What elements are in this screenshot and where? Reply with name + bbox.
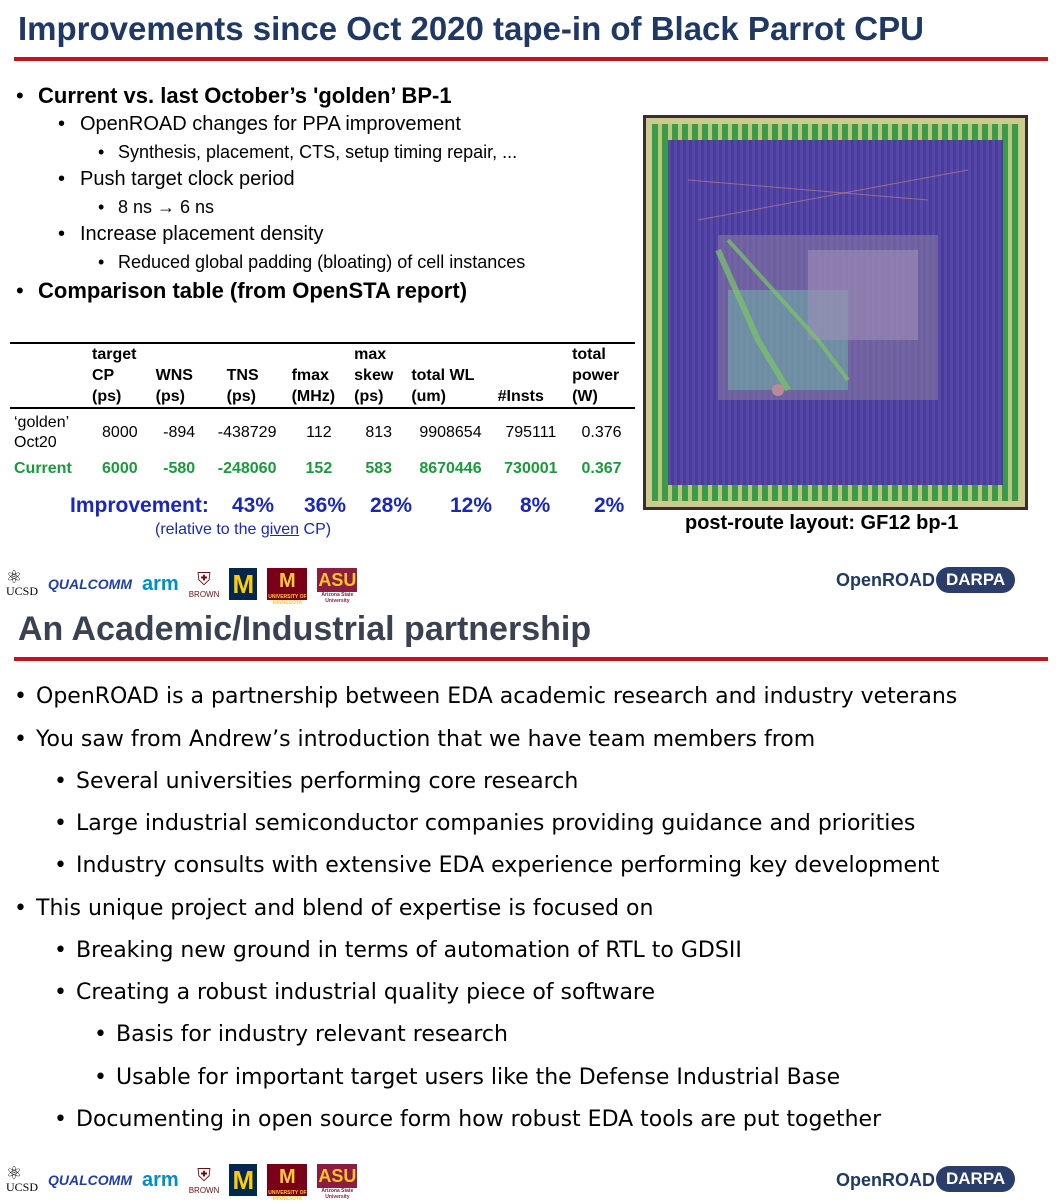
bullet-dot: • <box>14 684 27 709</box>
comparison-table-wrap <box>10 342 635 482</box>
comparison-table <box>10 344 635 482</box>
ucsd-logo: ⚛ UCSD <box>6 1163 39 1194</box>
slide1-partner-logos <box>6 564 357 604</box>
table-header-row <box>10 344 635 408</box>
bullet-text: 8 ns → 6 ns <box>118 197 215 217</box>
row-label: Current <box>14 460 72 477</box>
bullet-text: Increase placement density <box>80 223 324 245</box>
table-cell: 0.376 <box>581 423 622 441</box>
table-header-cell: #Insts <box>497 388 544 405</box>
placement-cluster-icon <box>668 140 1003 485</box>
bullet-text: Industry consults with extensive EDA experience performing key development <box>76 853 940 878</box>
table-cell: 730001 <box>504 460 558 477</box>
darpa-logo: DARPA <box>936 1166 1015 1192</box>
table-cell: -438729 <box>217 423 277 441</box>
table-cell: -580 <box>163 460 196 477</box>
bullet-dot: • <box>16 83 24 108</box>
arm-logo: arm <box>142 1168 179 1191</box>
asu-logo: ASU Arizona State University <box>318 1166 357 1200</box>
bullet-text: Documenting in open source form how robust EDA tools are put together <box>76 1107 882 1132</box>
bullet-universities <box>54 769 578 794</box>
bullet-text: Large industrial semiconductor companies providing guidance and priorities <box>76 811 916 836</box>
bullet-dot: • <box>94 1065 107 1090</box>
bullet-text: Breaking new ground in terms of automation of RTL to GDSII <box>76 938 742 963</box>
bullet-dot: • <box>54 1107 67 1132</box>
bullet-text: Synthesis, placement, CTS, setup timing repair, ... <box>118 142 518 162</box>
improvement-note: (relative to the given CP) <box>155 521 332 538</box>
table-cell: 9908654 <box>419 423 482 441</box>
table-cell: 6000 <box>102 460 138 477</box>
bullet-basis-research <box>94 1022 508 1047</box>
bullet-dot: • <box>14 896 27 921</box>
bullet-text: Creating a robust industrial quality piece of software <box>76 980 656 1005</box>
bullet-text: Several universities performing core research <box>76 769 579 794</box>
bullet-dot: • <box>94 1022 107 1047</box>
table-cell: 795111 <box>505 423 557 441</box>
bullet-text: Comparison table (from OpenSTA report) <box>38 278 468 303</box>
table-cell: -894 <box>163 423 196 441</box>
table-header-cell: WNS (ps) <box>155 367 193 405</box>
brown-logo: ⛨ BROWN <box>188 1165 220 1195</box>
improvement-value: 28% <box>370 494 413 517</box>
improvement-value: 12% <box>450 494 493 517</box>
table-header-cell: fmax (MHz) <box>291 367 336 405</box>
bullet-andrew-intro <box>14 727 815 752</box>
bullet-unique-project <box>14 896 653 921</box>
bullet-8ns <box>98 197 214 218</box>
table-cell: 8000 <box>102 423 138 441</box>
table-row-golden <box>10 408 635 456</box>
table-row-current <box>10 456 635 482</box>
bullet-text: This unique project and blend of expertise is focused on <box>36 896 654 921</box>
table-cell: -248060 <box>217 460 277 477</box>
bullet-text: Usable for important target users like the Defense Industrial Base <box>116 1065 841 1090</box>
darpa-logo: DARPA <box>936 567 1015 593</box>
bullet-comparison <box>16 278 467 304</box>
brown-logo: ⛨ BROWN <box>188 569 220 599</box>
bullet-dot: • <box>54 769 67 794</box>
bullet-dot: • <box>98 252 105 272</box>
bullet-dot: • <box>98 197 105 217</box>
table-cell: 8670446 <box>419 460 482 477</box>
bullet-text: Basis for industry relevant research <box>116 1022 508 1047</box>
michigan-logo: M <box>229 568 257 600</box>
table-header-cell: max skew (ps) <box>354 346 394 405</box>
bullet-dot: • <box>58 223 66 245</box>
slide2-partner-logos <box>6 1160 357 1200</box>
bullet-placement-density <box>58 223 323 246</box>
layout-caption: post-route layout: GF12 bp-1 <box>685 512 959 534</box>
table-header-cell: TNS (ps) <box>226 367 259 405</box>
improvement-label: Improvement: <box>70 494 209 517</box>
umn-logo: M UNIVERSITY OF MINNESOTA <box>268 1166 307 1202</box>
slide2-title: An Academic/Industrial partnership <box>18 610 592 648</box>
bullet-consults <box>54 853 940 878</box>
bullet-dot: • <box>54 811 67 836</box>
post-route-layout-image <box>643 115 1028 510</box>
bullet-text: OpenROAD is a partnership between EDA academic research and industry veterans <box>36 684 958 709</box>
bullet-dot: • <box>54 980 67 1005</box>
bullet-current-vs-golden <box>16 83 452 109</box>
slide2-title-rule <box>14 657 1048 661</box>
asu-logo: ASU Arizona State University <box>318 570 357 604</box>
bullet-text: Current vs. last October’s 'golden’ BP-1 <box>38 83 452 108</box>
bullet-dot: • <box>16 278 24 303</box>
arm-logo: arm <box>142 572 179 595</box>
bullet-dot: • <box>58 113 66 135</box>
qualcomm-logo: QUALCOMM <box>48 1172 133 1188</box>
table-cell: 583 <box>365 460 393 477</box>
umn-logo: M UNIVERSITY OF MINNESOTA <box>268 570 307 606</box>
bullet-dot: • <box>58 168 66 190</box>
slide1-title: Improvements since Oct 2020 tape-in of Black Parrot CPU <box>18 10 924 47</box>
table-header-cell: target CP (ps) <box>92 346 137 405</box>
bullet-text: Push target clock period <box>80 168 295 190</box>
bullet-partnership <box>14 684 957 709</box>
openroad-logo: OpenROAD <box>836 1170 935 1190</box>
bullet-dot: • <box>14 727 27 752</box>
slide1-title-rule <box>14 57 1048 61</box>
ucsd-logo: ⚛ UCSD <box>6 567 39 598</box>
bullet-padding <box>98 252 525 273</box>
bullet-dot: • <box>54 938 67 963</box>
table-header-cell <box>10 344 88 408</box>
table-cell: 813 <box>365 423 393 441</box>
table-cell: 152 <box>305 460 333 477</box>
michigan-logo: M <box>229 1164 257 1196</box>
bullet-semiconductor <box>54 811 915 836</box>
improvement-value: 36% <box>304 494 347 517</box>
row-label: ‘golden’ Oct20 <box>14 413 70 451</box>
bullet-push-clock <box>58 168 295 191</box>
bullet-text: You saw from Andrew’s introduction that we have team members from <box>36 727 816 752</box>
table-header-cell: total power (W) <box>572 346 620 405</box>
improvement-value: 8% <box>520 494 551 517</box>
bullet-defense-base <box>94 1065 840 1090</box>
openroad-logo: OpenROAD <box>836 570 935 590</box>
improvement-value: 2% <box>594 494 625 517</box>
bullet-documenting <box>54 1107 881 1132</box>
bullet-dot: • <box>54 853 67 878</box>
table-header-cell: total WL (um) <box>411 367 475 405</box>
qualcomm-logo: QUALCOMM <box>48 576 133 592</box>
improvement-value: 43% <box>232 494 275 517</box>
bullet-synthesis <box>98 142 517 163</box>
bullet-new-ground <box>54 938 742 963</box>
bullet-openroad-changes <box>58 113 461 136</box>
bullet-robust-software <box>54 980 655 1005</box>
table-cell: 112 <box>306 423 332 441</box>
bullet-text: OpenROAD changes for PPA improvement <box>80 113 461 135</box>
table-cell: 0.367 <box>581 460 622 477</box>
bullet-dot: • <box>98 142 105 162</box>
bullet-text: Reduced global padding (bloating) of cell instances <box>118 252 526 272</box>
